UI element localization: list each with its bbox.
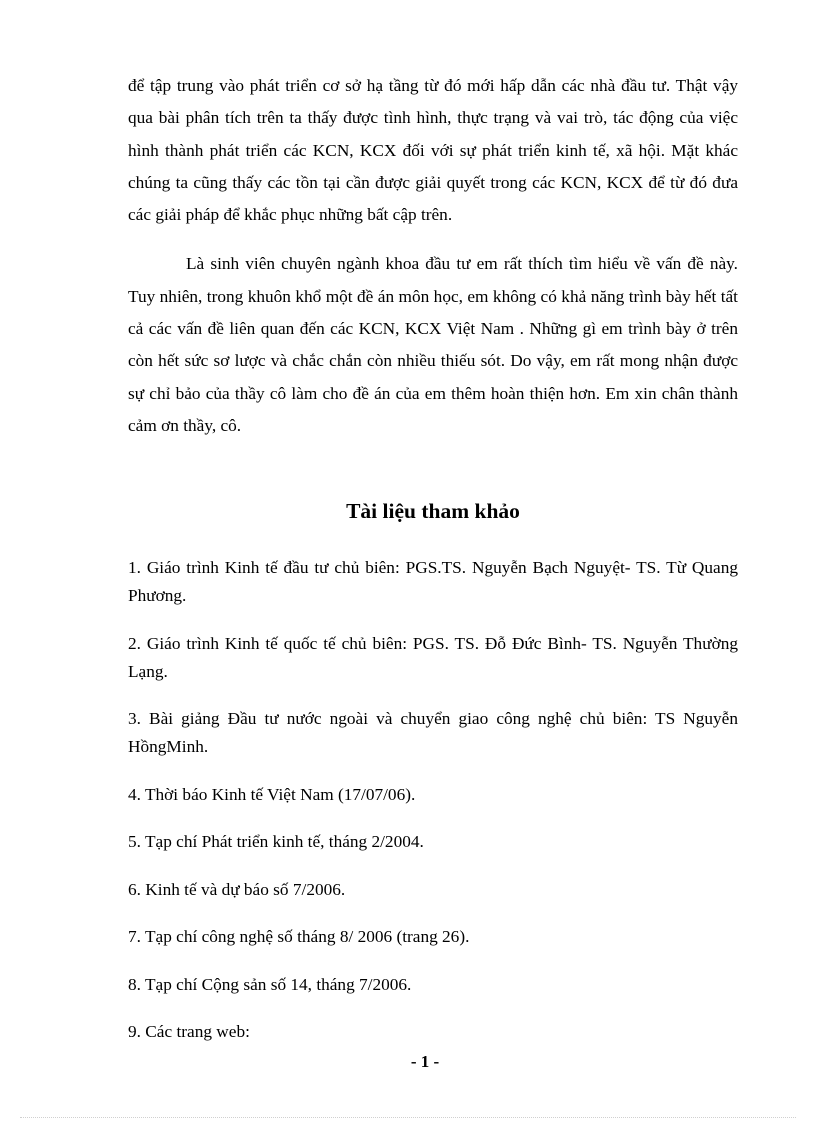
body-paragraph-1: để tập trung vào phát triển cơ sở hạ tầng từ đó mới hấp dẫn các nhà đầu tư. Thật vậy qua bài phân tích trên ta thấy được tình hình, thực trạng và vai trò, tác động của việc hình thành phát triển các KCN, KCX đối với sự phát triển kinh tế, xã hội. Mặt khác chúng ta cũng thấy các tồn tại cần được giải quyết trong các KCN, KCX để từ đó đưa các giải pháp để khắc phục những bất cập trên. [128, 76, 738, 225]
page-bottom-divider [20, 1117, 796, 1118]
reference-item-8: 8. Tạp chí Cộng sản số 14, tháng 7/2006. [128, 974, 412, 994]
references-heading: Tài liệu tham khảo [346, 499, 520, 523]
document-page [128, 70, 738, 1041]
reference-item-6: 6. Kinh tế và dự báo số 7/2006. [128, 879, 346, 899]
reference-item-3: 3. Bài giảng Đầu tư nước ngoài và chuyển giao công nghệ chủ biên: TS Nguyễn HồngMinh. [128, 709, 738, 756]
reference-item-9: 9. Các trang web: [128, 1022, 250, 1041]
reference-item-7: 7. Tạp chí công nghệ số tháng 8/ 2006 (trang 26). [128, 927, 470, 946]
reference-item-5: 5. Tạp chí Phát triển kinh tế, tháng 2/2004. [128, 832, 424, 851]
reference-item-1: 1. Giáo trình Kinh tế đầu tư chủ biên: PGS.TS. Nguyễn Bạch Nguyệt- TS. Từ Quang Phương. [128, 558, 738, 605]
references-list [128, 554, 738, 1046]
page-number: - 1 - [410, 1052, 440, 1071]
reference-item-2: 2. Giáo trình Kinh tế quốc tế chủ biên: PGS. TS. Đỗ Đức Bình- TS. Nguyễn Thường Lạng. [128, 633, 738, 681]
body-paragraph-2: Là sinh viên chuyên ngành khoa đầu tư em rất thích tìm hiểu về vấn đề này. Tuy nhiên, trong khuôn khổ một đề án môn học, em không có khả năng trình bày hết tất cả các vấn đề liên quan đến các KCN, KCX Việt Nam . Những gì em trình bày ở trên còn hết sức sơ lược và chắc chắn còn nhiều thiếu sót. Do vậy, em rất mong nhận được sự chỉ bảo của thầy cô làm cho đề án của em thêm hoàn thiện hơn. Em xin chân thành cảm ơn thầy, cô. [128, 254, 738, 435]
reference-item-4: 4. Thời báo Kinh tế Việt Nam (17/07/06). [128, 784, 416, 804]
